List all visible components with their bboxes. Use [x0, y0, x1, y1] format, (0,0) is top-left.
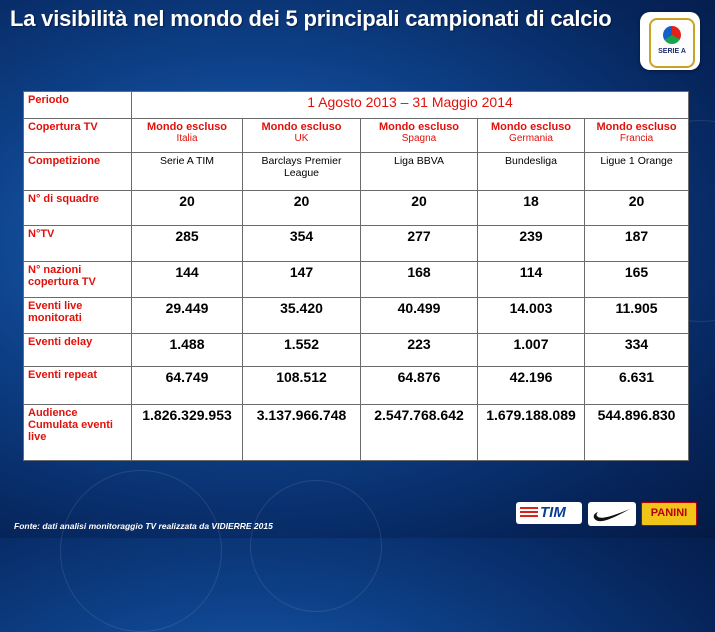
table-row-audience: [24, 405, 689, 461]
competition-cell: Liga BBVA: [361, 153, 478, 191]
tv-cell: 277: [361, 226, 478, 262]
tv-cell: 239: [478, 226, 585, 262]
tim-stripes-icon: [520, 507, 538, 519]
nations-cell: 147: [243, 262, 361, 298]
audience-cell: 2.547.768.642: [361, 405, 478, 461]
competition-cell: Barclays Premier League: [243, 153, 361, 191]
repeat-events-cell: 108.512: [243, 367, 361, 405]
teams-cell: 18: [478, 191, 585, 226]
row-label-period: Periodo: [24, 92, 132, 119]
nations-cell: 165: [585, 262, 689, 298]
row-label-tv: N°TV: [24, 226, 132, 262]
repeat-events-cell: 64.749: [132, 367, 243, 405]
decorative-ring: [60, 470, 222, 632]
row-label-delay-events: Eventi delay: [24, 334, 132, 367]
table-row-teams: [24, 191, 689, 226]
footer-source: Fonte: dati analisi monitoraggio TV realizzata da VIDIERRE 2015: [14, 521, 273, 531]
coverage-cell-italy: Mondo escluso Italia: [132, 119, 243, 153]
table-row-live-events: [24, 298, 689, 334]
delay-events-cell: 1.007: [478, 334, 585, 367]
table-row-delay-events: [24, 334, 689, 367]
serie-a-ball-icon: [663, 26, 681, 44]
competition-cell: Serie A TIM: [132, 153, 243, 191]
panini-logo: PANINI: [641, 502, 697, 526]
repeat-events-cell: 64.876: [361, 367, 478, 405]
competition-cell: Ligue 1 Orange: [585, 153, 689, 191]
table-row-period: [24, 92, 689, 119]
table-row-repeat-events: [24, 367, 689, 405]
tv-cell: 354: [243, 226, 361, 262]
live-events-cell: 14.003: [478, 298, 585, 334]
teams-cell: 20: [361, 191, 478, 226]
repeat-events-cell: 6.631: [585, 367, 689, 405]
nations-cell: 168: [361, 262, 478, 298]
nations-cell: 144: [132, 262, 243, 298]
serie-a-logo: SERIE A: [640, 12, 700, 70]
teams-cell: 20: [132, 191, 243, 226]
teams-cell: 20: [243, 191, 361, 226]
coverage-cell-germany: Mondo escluso Germania: [478, 119, 585, 153]
audience-cell: 1.826.329.953: [132, 405, 243, 461]
delay-events-cell: 334: [585, 334, 689, 367]
repeat-events-cell: 42.196: [478, 367, 585, 405]
slide-title: La visibilità nel mondo dei 5 principali campionati di calcio: [10, 6, 612, 31]
live-events-cell: 35.420: [243, 298, 361, 334]
delay-events-cell: 1.552: [243, 334, 361, 367]
table-row-coverage: [24, 119, 689, 153]
row-label-teams: N° di squadre: [24, 191, 132, 226]
period-value: 1 Agosto 2013 – 31 Maggio 2014: [132, 92, 689, 119]
row-label-nations: N° nazioni copertura TV: [24, 262, 132, 298]
nike-swoosh-icon: [588, 502, 636, 526]
tv-cell: 285: [132, 226, 243, 262]
row-label-competition: Competizione: [24, 153, 132, 191]
row-label-coverage: Copertura TV: [24, 119, 132, 153]
decorative-ring: [250, 480, 382, 612]
table-row-competition: [24, 153, 689, 191]
row-label-audience: Audience Cumulata eventi live: [24, 405, 132, 461]
live-events-cell: 11.905: [585, 298, 689, 334]
nations-cell: 114: [478, 262, 585, 298]
competition-cell: Bundesliga: [478, 153, 585, 191]
tim-logo: TIM: [516, 502, 582, 524]
stats-table: [23, 91, 689, 461]
table-row-nations: [24, 262, 689, 298]
coverage-cell-uk: Mondo escluso UK: [243, 119, 361, 153]
audience-cell: 544.896.830: [585, 405, 689, 461]
coverage-cell-spain: Mondo escluso Spagna: [361, 119, 478, 153]
live-events-cell: 40.499: [361, 298, 478, 334]
row-label-live-events: Eventi live monitorati: [24, 298, 132, 334]
live-events-cell: 29.449: [132, 298, 243, 334]
table-row-tv: [24, 226, 689, 262]
audience-cell: 3.137.966.748: [243, 405, 361, 461]
teams-cell: 20: [585, 191, 689, 226]
tv-cell: 187: [585, 226, 689, 262]
row-label-repeat-events: Eventi repeat: [24, 367, 132, 405]
delay-events-cell: 223: [361, 334, 478, 367]
audience-cell: 1.679.188.089: [478, 405, 585, 461]
delay-events-cell: 1.488: [132, 334, 243, 367]
coverage-cell-france: Mondo escluso Francia: [585, 119, 689, 153]
